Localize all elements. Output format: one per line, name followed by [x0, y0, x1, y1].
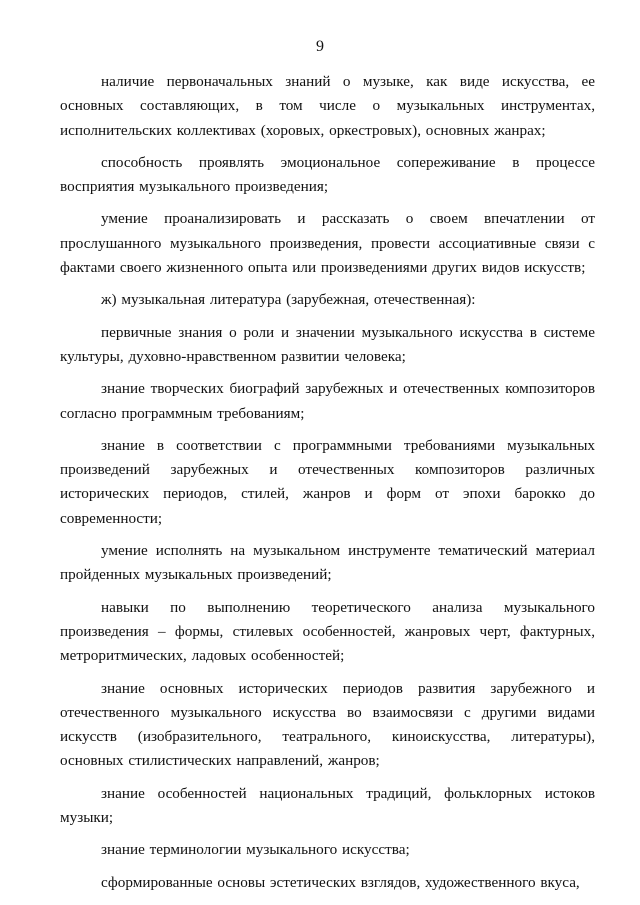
paragraph-role-of-music: первичные знания о роли и значении музыкального искусства в системе культуры, духовно-нравственном развитии человека;	[60, 323, 595, 365]
section-heading-music-literature: ж) музыкальная литература (зарубежная, отечественная):	[101, 291, 476, 309]
paragraph-terminology: знание терминологии музыкального искусства;	[101, 841, 410, 859]
paragraph-theoretical-analysis: навыки по выполнению теоретического анализа музыкального произведения – формы, стилевых особенностей, жанровых черт, фактурных, метроритмических, ладовых особенностей;	[60, 598, 595, 665]
paragraph-perform-thematic-material: умение исполнять на музыкальном инструменте тематический материал пройденных музыкальных произведений;	[60, 542, 595, 584]
page-number: 9	[316, 38, 324, 55]
paragraph-knowledge-of-music: наличие первоначальных знаний о музыке, как виде искусства, ее основных составляющих, в том числе о музыкальных инструментах, исполнительских коллективах (хоровых, оркестровых), основных жанрах;	[60, 73, 595, 139]
paragraph-aesthetic-views: сформированные основы эстетических взглядов, художественного вкуса,	[101, 873, 580, 891]
paragraph-emotional-empathy: способность проявлять эмоциональное сопереживание в процессе восприятия музыкального произведения;	[60, 153, 595, 196]
paragraph-national-traditions: знание особенностей национальных традиций, фольклорных истоков музыки;	[60, 784, 595, 827]
page-body	[60, 70, 595, 903]
paragraph-analyze-impression: умение проанализировать и рассказать о своем впечатлении от прослушанного музыкального произведения, провести ассоциативные связи с фактами своего жизненного опыта или произведениями других видов искусств;	[60, 210, 595, 277]
paragraph-composer-biographies: знание творческих биографий зарубежных и отечественных композиторов согласно программным требованиям;	[60, 380, 595, 422]
paragraph-musical-works: знание в соответствии с программными требованиями музыкальных произведений зарубежных и отечественных композиторов различных исторических периодов, стилей, жанров и форм от эпохи барокко до современности;	[60, 436, 595, 527]
paragraph-historical-periods: знание основных исторических периодов развития зарубежного и отечественного музыкального искусства во взаимосвязи с другими видами искусств (изобразительного, театрального, киноискусства, литературы), основных стилистических направлений, жанров;	[60, 679, 595, 770]
